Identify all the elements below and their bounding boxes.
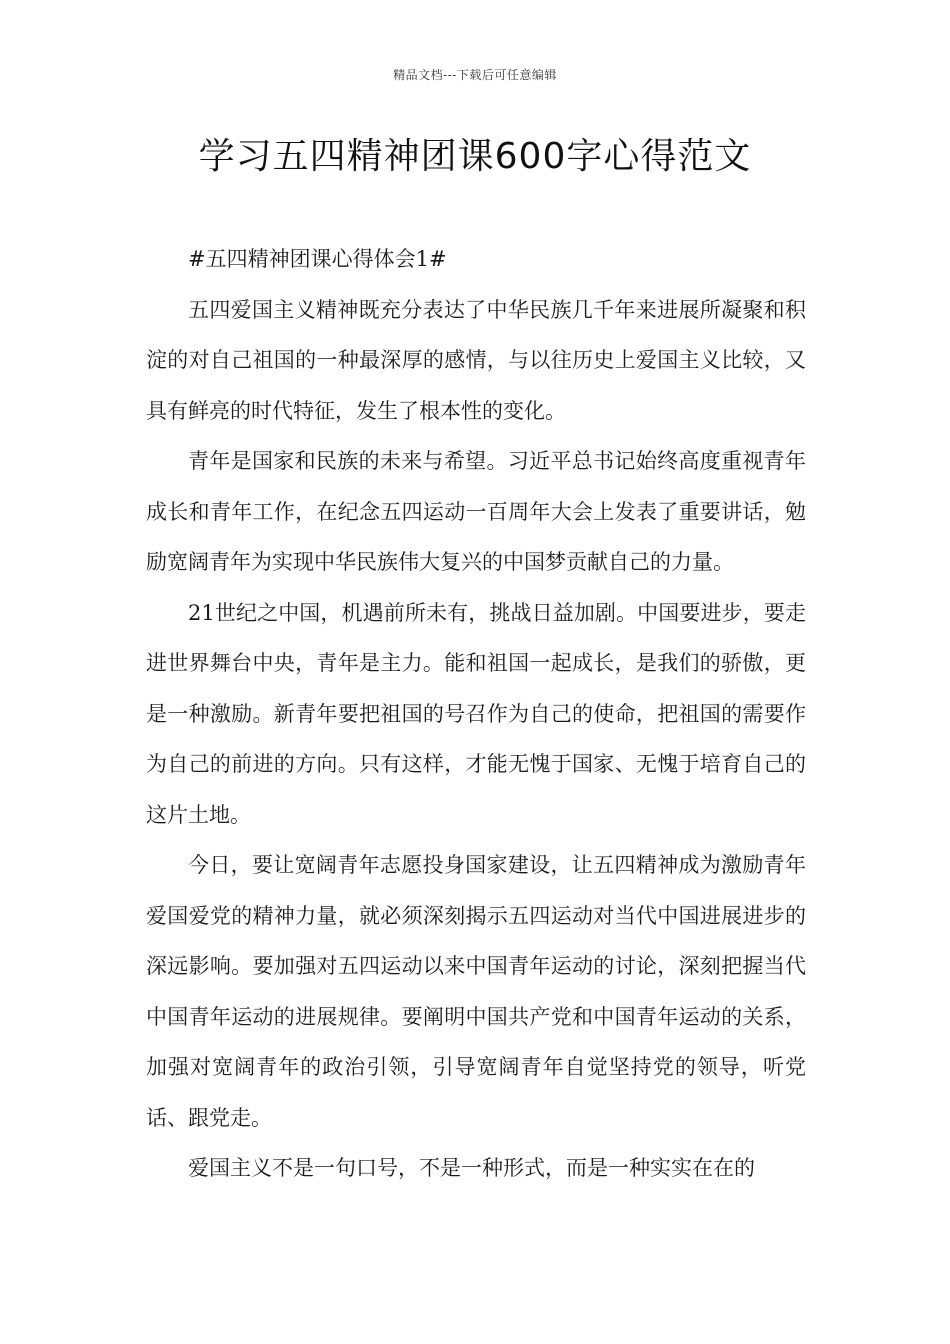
paragraph-2: 青年是国家和民族的未来与希望。习近平总书记始终高度重视青年成长和青年工作，在纪念五四运动一百周年大会上发表了重要讲话，勉励宽阔青年为实现中华民族伟大复兴的中国梦贡献自己的力量。	[146, 449, 806, 574]
section-heading: #五四精神团课心得体会1#	[188, 247, 447, 271]
document-body	[146, 234, 806, 1194]
header-note: 精品文档---下载后可任意编辑	[393, 68, 557, 82]
document-title: 学习五四精神团课600字心得范文	[198, 136, 752, 177]
paragraph-1: 五四爱国主义精神既充分表达了中华民族几千年来进展所凝聚和积淀的对自己祖国的一种最深厚的感情，与以往历史上爱国主义比较，又具有鲜亮的时代特征，发生了根本性的变化。	[146, 297, 806, 423]
paragraph-4: 今日，要让宽阔青年志愿投身国家建设，让五四精神成为激励青年爱国爱党的精神力量，就必须深刻揭示五四运动对当代中国进展进步的深远影响。要加强对五四运动以来中国青年运动的讨论，深刻把握当代中国青年运动的进展规律。要阐明中国共产党和中国青年运动的关系，加强对宽阔青年的政治引领，引导宽阔青年自觉坚持党的领导，听党话、跟党走。	[146, 853, 806, 1130]
paragraph-3: 21世纪之中国，机遇前所未有，挑战日益加剧。中国要进步，要走进世界舞台中央，青年是主力。能和祖国一起成长，是我们的骄傲，更是一种激励。新青年要把祖国的号召作为自己的使命，把祖国的需要作为自己的前进的方向。只有这样，才能无愧于国家、无愧于培育自己的这片土地。	[146, 600, 806, 827]
paragraph-5: 爱国主义不是一句口号，不是一种形式，而是一种实实在在的	[188, 1156, 755, 1180]
